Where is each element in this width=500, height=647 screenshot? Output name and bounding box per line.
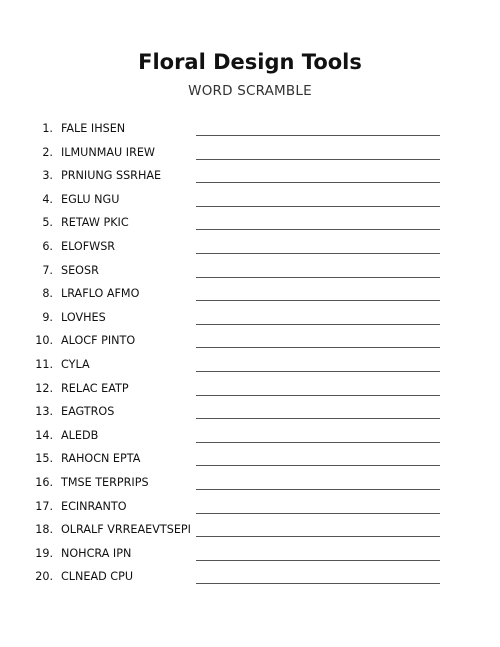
item-number: 11. — [35, 357, 53, 371]
list-item — [0, 424, 500, 448]
list-item — [0, 518, 500, 542]
item-number: 18. — [35, 523, 53, 537]
item-number: 3. — [42, 169, 53, 183]
list-item — [0, 141, 500, 165]
word-scramble-list — [0, 117, 500, 589]
scrambled-word: ALOCF PINTO — [61, 334, 136, 348]
answer-line[interactable] — [196, 300, 440, 301]
item-number: 16. — [35, 475, 53, 489]
list-item — [0, 329, 500, 353]
list-item — [0, 282, 500, 306]
scrambled-word: ILMUNMAU IREW — [61, 145, 155, 159]
item-number: 5. — [42, 216, 53, 230]
item-number: 6. — [42, 239, 53, 253]
item-number: 2. — [42, 145, 53, 159]
answer-line[interactable] — [196, 347, 440, 348]
item-number: 10. — [35, 334, 53, 348]
item-number: 7. — [42, 263, 53, 277]
answer-line[interactable] — [196, 253, 440, 254]
list-item — [0, 259, 500, 283]
answer-line[interactable] — [196, 442, 440, 443]
answer-line[interactable] — [196, 277, 440, 278]
scrambled-word: PRNIUNG SSRHAE — [61, 169, 162, 183]
answer-line[interactable] — [196, 159, 440, 160]
answer-line[interactable] — [196, 324, 440, 325]
list-item — [0, 447, 500, 471]
answer-line[interactable] — [196, 371, 440, 372]
list-item — [0, 306, 500, 330]
scrambled-word: SEOSR — [61, 263, 99, 277]
item-number: 20. — [35, 570, 53, 584]
page-title: Floral Design Tools — [138, 50, 362, 74]
item-number: 15. — [35, 452, 53, 466]
list-item — [0, 542, 500, 566]
scrambled-word: RETAW PKIC — [61, 216, 129, 230]
list-item — [0, 235, 500, 259]
item-number: 17. — [35, 499, 53, 513]
scrambled-word: RELAC EATP — [61, 381, 129, 395]
list-item — [0, 117, 500, 141]
item-number: 1. — [42, 122, 53, 135]
scrambled-word: LRAFLO AFMO — [61, 287, 140, 301]
scrambled-word: ECINRANTO — [61, 499, 127, 513]
answer-line[interactable] — [196, 489, 440, 490]
item-number: 14. — [35, 428, 53, 442]
scrambled-word: OLRALF VRREAEVTSEPI — [61, 523, 191, 537]
list-item — [0, 211, 500, 235]
item-number: 19. — [35, 546, 53, 560]
list-item — [0, 471, 500, 495]
scrambled-word: TMSE TERPRIPS — [61, 475, 149, 489]
answer-line[interactable] — [196, 395, 440, 396]
item-number: 8. — [42, 287, 53, 301]
answer-line[interactable] — [196, 229, 440, 230]
scrambled-word: ELOFWSR — [61, 239, 116, 253]
scrambled-word: CLNEAD CPU — [61, 570, 134, 584]
item-number: 4. — [42, 192, 53, 206]
list-item — [0, 400, 500, 424]
answer-line[interactable] — [196, 560, 440, 561]
answer-line[interactable] — [196, 182, 440, 183]
list-item — [0, 377, 500, 401]
list-item — [0, 188, 500, 212]
scrambled-word: FALE IHSEN — [61, 122, 126, 135]
page-subtitle: WORD SCRAMBLE — [188, 83, 312, 99]
scrambled-word: LOVHES — [61, 310, 106, 324]
list-item — [0, 495, 500, 519]
scrambled-word: ALEDB — [61, 428, 99, 442]
item-number: 13. — [35, 405, 53, 419]
answer-line[interactable] — [196, 135, 440, 136]
scrambled-word: NOHCRA IPN — [61, 546, 132, 560]
list-item — [0, 353, 500, 377]
scrambled-word: RAHOCN EPTA — [61, 452, 141, 466]
answer-line[interactable] — [196, 583, 440, 584]
scrambled-word: EGLU NGU — [61, 192, 120, 206]
answer-line[interactable] — [196, 536, 440, 537]
answer-line[interactable] — [196, 418, 440, 419]
answer-line[interactable] — [196, 465, 440, 466]
list-item — [0, 164, 500, 188]
list-item — [0, 565, 500, 589]
answer-line[interactable] — [196, 513, 440, 514]
item-number: 12. — [35, 381, 53, 395]
scrambled-word: EAGTROS — [61, 405, 115, 419]
item-number: 9. — [42, 310, 53, 324]
scrambled-word: CYLA — [61, 357, 90, 371]
answer-line[interactable] — [196, 206, 440, 207]
